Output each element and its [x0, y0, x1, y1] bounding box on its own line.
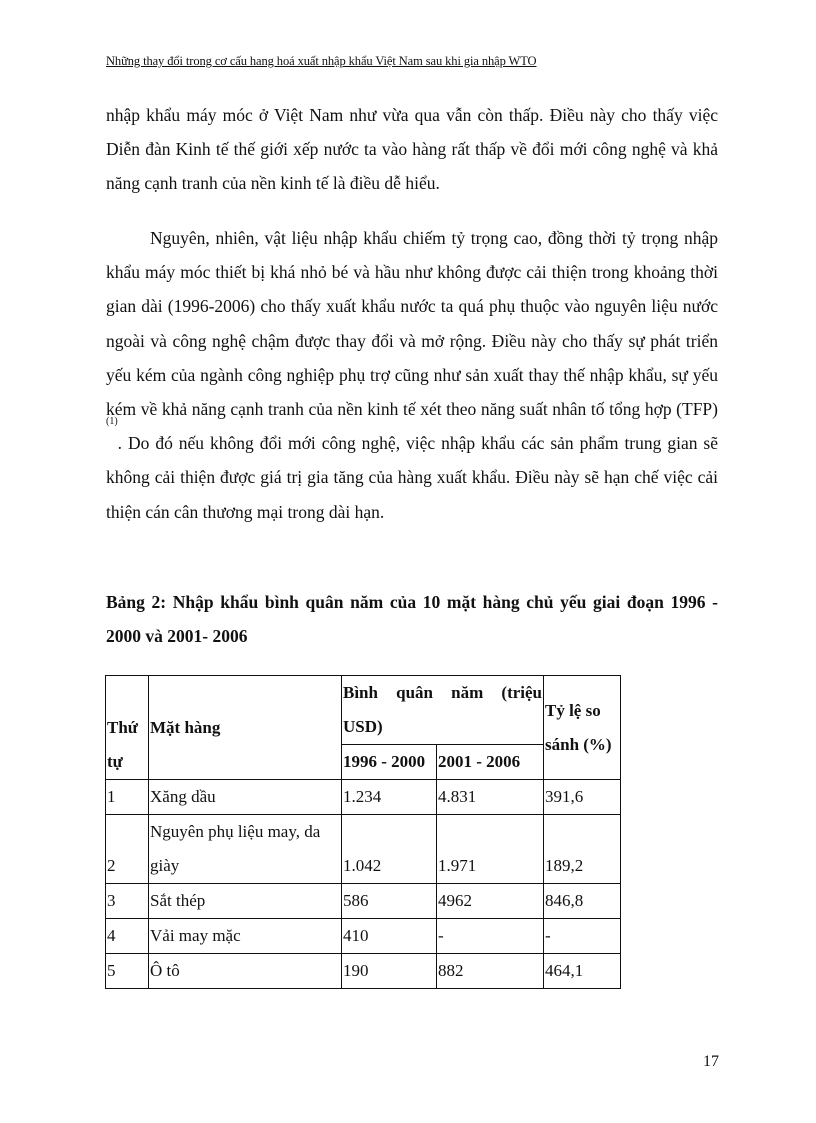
header-ratio — [544, 676, 621, 780]
cell-period-2: 1.971 — [437, 815, 544, 884]
page-number: 17 — [703, 1053, 719, 1070]
cell-period-1: 586 — [342, 884, 437, 919]
table-header-row — [106, 676, 621, 745]
cell-order: 5 — [106, 954, 149, 989]
table-row — [106, 815, 621, 884]
header-period-2: 2001 - 2006 — [437, 745, 544, 780]
cell-order: 1 — [106, 780, 149, 815]
cell-ratio: 846,8 — [544, 884, 621, 919]
cell-item: Vải may mặc — [149, 919, 342, 954]
cell-ratio: - — [544, 919, 621, 954]
paragraph-2 — [106, 221, 718, 529]
paragraph-2-text-a: Nguyên, nhiên, vật liệu nhập khẩu chiếm tỷ trọng cao, đồng thời tỷ trọng nhập khẩu máy móc thiết bị khá nhỏ bé và hầu như không được cải thiện trong khoảng thời gian dài (1996-2006) cho thấy xuất khẩu nước ta quá phụ thuộc vào nguyên liệu nước ngoài và công nghệ chậm được thay đổi và mở rộng. Điều này cho thấy sự phát triển yếu kém của ngành công nghiệp phụ trợ cũng như sản xuất thay thế nhập khẩu, sự yếu kém về khả năng cạnh tranh của nền kinh tế xét theo năng suất nhân tố tổng hợp (TFP) — [106, 228, 718, 420]
header-average: Bình quân năm (triệu USD) — [342, 676, 544, 745]
paragraph-1: nhập khẩu máy móc ở Việt Nam như vừa qua vẫn còn thấp. Điều này cho thấy việc Diễn đàn Kinh tế thế giới xếp nước ta vào hàng rất thấp về đổi mới công nghệ và khả năng cạnh tranh của nền kinh tế là điều dễ hiểu. — [106, 105, 718, 194]
header-order: Thứ tự — [106, 676, 149, 780]
cell-period-1: 410 — [342, 919, 437, 954]
cell-period-1: 1.042 — [342, 815, 437, 884]
running-header: Những thay đổi trong cơ cấu hang hoá xuất nhập khẩu Việt Nam sau khi gia nhập WTO — [106, 54, 537, 68]
cell-ratio: 189,2 — [544, 815, 621, 884]
table-row — [106, 884, 621, 919]
cell-period-2: 882 — [437, 954, 544, 989]
cell-item: Ô tô — [149, 954, 342, 989]
header-item: Mặt hàng — [149, 676, 342, 780]
cell-ratio: 391,6 — [544, 780, 621, 815]
cell-item: Nguyên phụ liệu may, da giày — [149, 815, 342, 884]
header-period-1: 1996 - 2000 — [342, 745, 437, 780]
cell-period-2: - — [437, 919, 544, 954]
table-row — [106, 780, 621, 815]
footnote-ref: (1) — [106, 416, 118, 428]
cell-period-1: 1.234 — [342, 780, 437, 815]
cell-item: Sắt thép — [149, 884, 342, 919]
paragraph-2-text-b: . Do đó nếu không đổi mới công nghệ, việc nhập khẩu các sản phẩm trung gian sẽ không cải thiện được giá trị gia tăng của hàng xuất khẩu. Điều này sẽ hạn chế việc cải thiện cán cân thương mại trong dài hạn. — [106, 433, 718, 522]
cell-order: 3 — [106, 884, 149, 919]
import-table — [105, 675, 621, 989]
table-row — [106, 919, 621, 954]
cell-order: 2 — [106, 815, 149, 884]
header-ratio-text: Tỷ lệ so sánh (%) — [545, 700, 612, 754]
cell-item: Xăng dầu — [149, 780, 342, 815]
cell-period-1: 190 — [342, 954, 437, 989]
table-row — [106, 954, 621, 989]
table-caption: Bảng 2: Nhập khẩu bình quân năm của 10 mặt hàng chủ yếu giai đoạn 1996 - 2000 và 2001- 2006 — [106, 592, 718, 646]
cell-ratio: 464,1 — [544, 954, 621, 989]
cell-period-2: 4.831 — [437, 780, 544, 815]
cell-order: 4 — [106, 919, 149, 954]
cell-period-2: 4962 — [437, 884, 544, 919]
